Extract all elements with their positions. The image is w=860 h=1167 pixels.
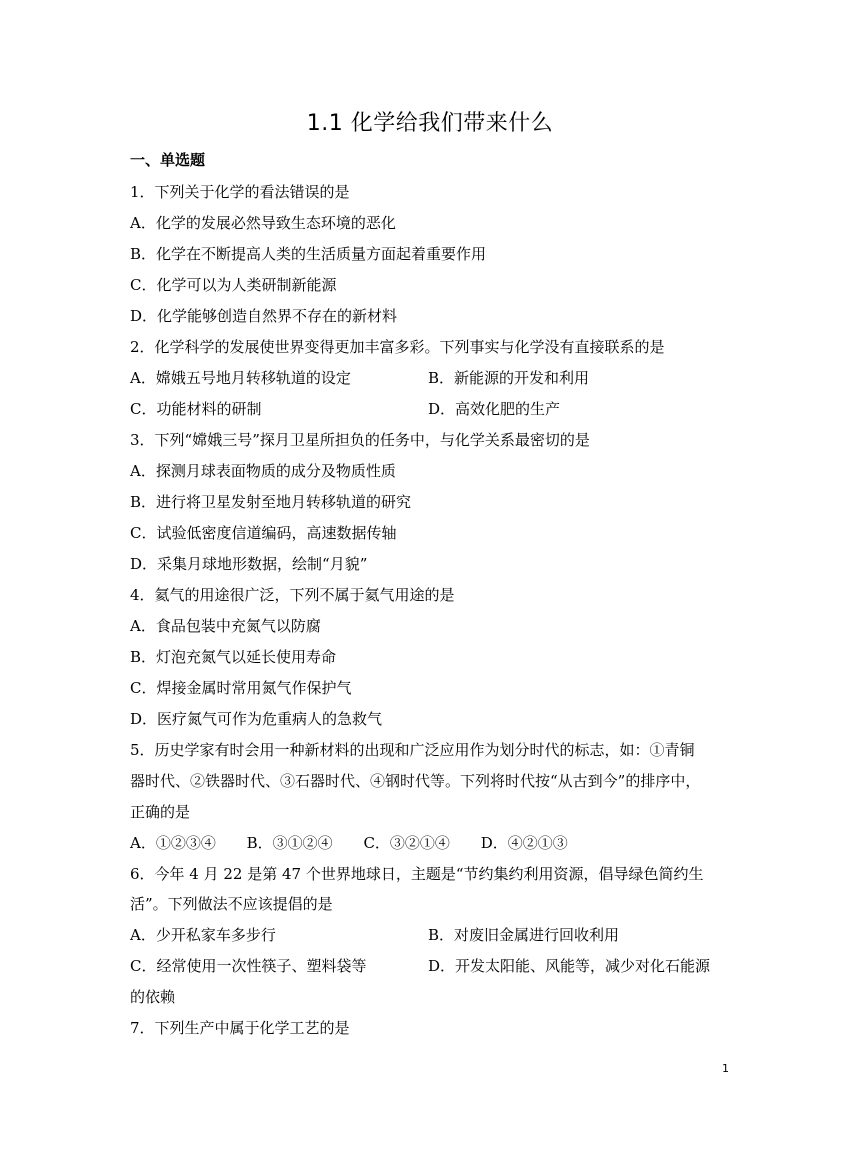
question-2-option-d: D．高效化肥的生产	[428, 400, 561, 418]
question-4-stem: 4．氦气的用途很广泛，下列不属于氦气用途的是	[130, 586, 455, 604]
question-4-option-d: D．医疗氮气可作为危重病人的急救气	[130, 710, 383, 728]
question-1-stem: 1．下列关于化学的看法错误的是	[130, 183, 350, 201]
question-6-stem-line-1: 6．今年 4 月 22 是第 47 个世界地球日，主题是“节约集约利用资源，倡导绿色简约生	[130, 865, 704, 883]
question-5-option-d: D．④②①③	[480, 834, 568, 852]
question-5-options	[130, 833, 594, 853]
question-5-stem-line-3: 正确的是	[130, 803, 191, 821]
question-5-stem-line-2: 器时代、②铁器时代、③石器时代、④钢时代等。下列将时代按“从古到今”的排序中，	[130, 772, 701, 790]
question-4-option-c: C．焊接金属时常用氮气作保护气	[130, 679, 352, 697]
question-3-option-b: B．进行将卫星发射至地月转移轨道的研究	[130, 493, 412, 511]
question-6-option-d: D．开发太阳能、风能等，减少对化石能源	[428, 957, 711, 975]
question-1-option-c: C．化学可以为人类研制新能源	[130, 276, 337, 294]
question-6-stem-line-2: 活”。下列做法不应该提倡的是	[130, 895, 333, 913]
question-7-stem: 7．下列生产中属于化学工艺的是	[130, 1019, 350, 1037]
question-5-option-a: A．①②③④	[130, 834, 216, 852]
question-6-option-c: C．经常使用一次性筷子、塑料袋等	[130, 957, 367, 975]
question-3-option-d: D．采集月球地形数据，绘制“月貌”	[130, 555, 368, 573]
question-4-option-b: B．灯泡充氮气以延长使用寿命	[130, 648, 337, 666]
question-5-stem-line-1: 5．历史学家有时会用一种新材料的出现和广泛应用作为划分时代的标志，如：①青铜	[130, 741, 695, 759]
question-1-option-d: D．化学能够创造自然界不存在的新材料	[130, 307, 398, 325]
question-3-option-a: A．探测月球表面物质的成分及物质性质	[130, 462, 396, 480]
page-title: 1.1 化学给我们带来什么	[306, 111, 554, 136]
question-5-option-c: C．③②①④	[363, 834, 450, 852]
question-1-option-a: A．化学的发展必然导致生态环境的恶化	[130, 214, 396, 232]
question-5-option-b: B．③①②④	[246, 834, 333, 852]
question-2-option-c: C．功能材料的研制	[130, 400, 262, 418]
page-number: 1	[722, 1062, 729, 1075]
question-1-option-b: B．化学在不断提高人类的生活质量方面起着重要作用	[130, 245, 487, 263]
question-2-stem: 2．化学科学的发展使世界变得更加丰富多彩。下列事实与化学没有直接联系的是	[130, 338, 665, 356]
question-3-option-c: C．试验低密度信道编码，高速数据传轴	[130, 524, 397, 542]
question-2-option-a: A．嫦娥五号地月转移轨道的设定	[130, 369, 351, 387]
question-4-option-a: A．食品包装中充氮气以防腐	[130, 617, 321, 635]
question-3-stem: 3．下列“嫦娥三号”探月卫星所担负的任务中，与化学关系最密切的是	[130, 431, 590, 449]
question-6-option-d-continued: 的依赖	[130, 988, 176, 1006]
question-6-option-a: A．少开私家车多步行	[130, 926, 276, 944]
section-heading: 一、单选题	[130, 151, 206, 169]
question-6-option-b: B．对废旧金属进行回收利用	[428, 926, 620, 944]
question-2-option-b: B．新能源的开发和利用	[428, 369, 590, 387]
